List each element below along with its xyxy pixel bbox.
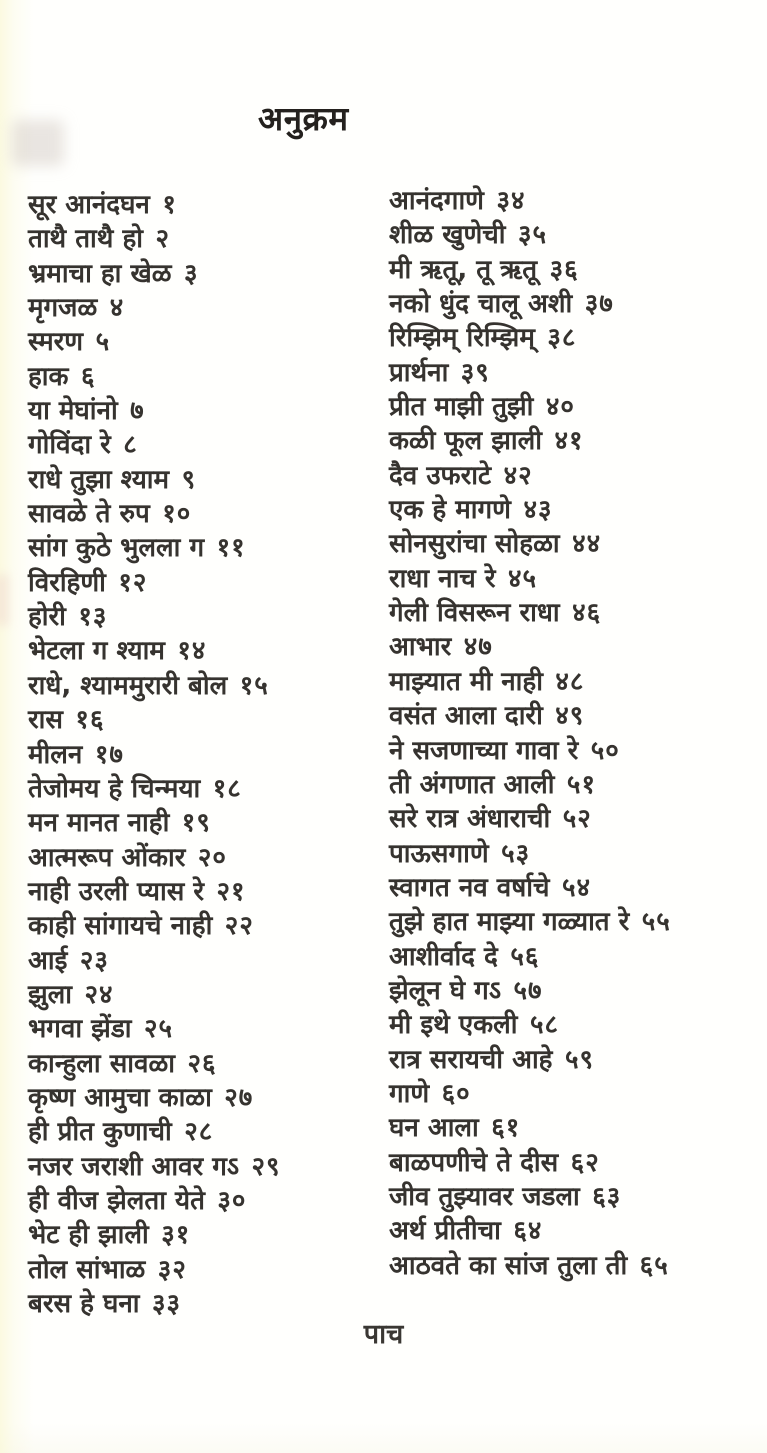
toc-entry-page-number: ५ <box>95 327 111 358</box>
toc-entry-page-number: ४९ <box>555 701 585 732</box>
toc-entry-title: आनंदगाणे <box>389 186 484 216</box>
toc-entry-title: सांग कुठे भुलला ग <box>28 533 205 564</box>
toc-entry-page-number: १२ <box>118 567 148 598</box>
toc-entry-title: सूर आनंदघन <box>28 190 150 220</box>
toc-entry-page-number: ४ <box>109 293 125 324</box>
toc-entry-title: आठवते का सांज तुला ती <box>389 1250 628 1281</box>
toc-entry <box>28 1150 281 1184</box>
toc-entry <box>28 1218 281 1252</box>
toc-entry-title: राधा नाच रे <box>389 563 496 594</box>
toc-entry-title: सावळे ते रुप <box>28 499 150 530</box>
toc-entry-page-number: २९ <box>251 1151 281 1182</box>
toc-entry-title: तेजोमय हे चिन्मया <box>28 773 201 804</box>
toc-entry <box>389 837 671 871</box>
toc-entry <box>389 1249 671 1283</box>
toc-entry-title: गोविंदा रे <box>28 430 111 461</box>
toc-entry-title: सोनसुरांचा सोहळा <box>389 529 560 560</box>
toc-entry-page-number: ३९ <box>460 357 490 388</box>
toc-entry-title: स्वागत नव वर्षाचे <box>389 872 550 903</box>
toc-entry-title: राधे तुझा श्याम <box>28 464 170 495</box>
toc-entry-page-number: २३ <box>79 945 109 976</box>
toc-entry-page-number: ४८ <box>555 666 585 697</box>
toc-entry-page-number: ५३ <box>501 838 531 869</box>
toc-entry-title: आशीर्वाद दे <box>389 941 498 972</box>
toc-entry-title: नजर जराशी आवर गऽ <box>28 1151 240 1182</box>
toc-entry <box>28 291 281 325</box>
toc-left-column <box>28 188 281 1321</box>
toc-entry-title: शीळ खुणेची <box>389 220 506 251</box>
toc-entry <box>28 772 281 806</box>
toc-entry <box>389 1077 671 1111</box>
toc-entry-page-number: ४३ <box>523 495 553 526</box>
toc-entry-title: बाळपणीचे ते दीस <box>389 1147 559 1178</box>
toc-entry-title: वसंत आला दारी <box>389 701 543 732</box>
toc-entry-title: गेली विसरून राधा <box>389 598 560 629</box>
toc-entry <box>389 321 671 355</box>
toc-entry <box>28 325 281 359</box>
toc-entry-page-number: २५ <box>143 1014 173 1045</box>
toc-entry-title: मी ऋतू, तू ऋतू <box>389 254 538 285</box>
toc-entry <box>389 253 671 287</box>
toc-entry <box>28 222 281 256</box>
toc-entry-page-number: ५४ <box>561 872 591 903</box>
toc-entry-page-number: ६४ <box>513 1216 543 1247</box>
toc-entry <box>389 734 671 768</box>
toc-entry-title: होरी <box>28 602 66 633</box>
toc-entry-title: रात्र सरायची आहे <box>389 1044 553 1075</box>
toc-entry-title: तुझे हात माझ्या गळ्यात रे <box>389 907 630 938</box>
toc-entry-title: आत्मरूप ओंकार <box>28 842 186 873</box>
toc-entry-page-number: ५१ <box>566 769 596 800</box>
toc-entry-title: माझ्यात मी नाही <box>389 666 543 697</box>
toc-entry-title: जीव तुझ्यावर जडला <box>389 1181 580 1212</box>
toc-entry-title: झुला <box>28 979 73 1010</box>
toc-entry <box>389 287 671 321</box>
toc-entry <box>28 909 281 943</box>
toc-entry-page-number: ५२ <box>562 804 592 835</box>
toc-entry <box>28 1184 281 1218</box>
toc-entry <box>28 1115 281 1149</box>
toc-entry-page-number: ९ <box>181 464 197 495</box>
toc-entry-page-number: ५६ <box>510 941 540 972</box>
toc-entry-page-number: ११ <box>216 533 246 564</box>
toc-entry <box>389 1180 671 1214</box>
toc-entry <box>28 703 281 737</box>
toc-entry <box>389 802 671 836</box>
toc-entry <box>28 1047 281 1081</box>
toc-entry <box>28 600 281 634</box>
toc-entry-title: दैव उफराटे <box>389 460 492 491</box>
toc-entry-title: मी इथे एकली <box>389 1010 518 1041</box>
toc-entry <box>389 974 671 1008</box>
toc-entry-page-number: २६ <box>187 1048 217 1079</box>
toc-entry-title: रिम्झिम् रिम्झिम् <box>389 323 535 354</box>
toc-entry <box>28 394 281 428</box>
toc-entry-page-number: ३२ <box>157 1254 187 1285</box>
toc-entry-title: आभार <box>389 632 452 663</box>
toc-entry <box>389 596 671 630</box>
toc-entry <box>28 634 281 668</box>
toc-entry-page-number: ६३ <box>592 1181 622 1212</box>
toc-entry <box>389 390 671 424</box>
toc-entry <box>389 905 671 939</box>
toc-entry <box>389 871 671 905</box>
toc-entry <box>28 841 281 875</box>
toc-entry <box>389 1146 671 1180</box>
toc-entry-page-number: ५८ <box>529 1010 559 1041</box>
toc-entry-title: ताथै ताथै हो <box>28 224 143 255</box>
toc-entry-title: रास <box>28 705 63 736</box>
toc-entry <box>28 1253 281 1287</box>
toc-entry-page-number: ६२ <box>570 1147 600 1178</box>
toc-entry-title: झेलून घे गऽ <box>389 975 501 1006</box>
toc-entry-page-number: ३१ <box>161 1220 191 1251</box>
toc-entry <box>389 459 671 493</box>
toc-entry-page-number: ४५ <box>507 563 538 594</box>
toc-entry-title: घन आला <box>389 1113 479 1144</box>
toc-entry-page-number: १७ <box>94 739 124 770</box>
toc-entry-page-number: ३८ <box>547 323 577 354</box>
toc-entry-title: कृष्ण आमुचा काळा <box>28 1082 212 1113</box>
toc-entry-page-number: १ <box>162 190 177 220</box>
toc-entry <box>389 562 671 596</box>
toc-entry <box>28 1081 281 1115</box>
toc-entry-page-number: ६० <box>441 1078 471 1109</box>
toc-entry-page-number: २८ <box>184 1117 214 1148</box>
toc-entry-page-number: ३५ <box>518 220 548 251</box>
toc-entry-page-number: ३३ <box>151 1289 182 1319</box>
toc-entry-page-number: २७ <box>224 1082 254 1113</box>
toc-entry-page-number: ३६ <box>549 254 579 285</box>
toc-entry-page-number: २ <box>155 224 170 255</box>
toc-entry-title: कान्हुला सावळा <box>28 1048 175 1079</box>
toc-entry-title: अर्थ प्रीतीचा <box>389 1216 501 1247</box>
toc-entry <box>28 944 281 978</box>
toc-entry-title: पाऊसगाणे <box>389 838 489 869</box>
toc-entry-title: नाही उरली प्यास रे <box>28 876 204 907</box>
toc-entry-title: प्रार्थना <box>389 357 449 388</box>
toc-entry-title: या मेघांनो <box>28 396 118 427</box>
toc-entry-page-number: ३४ <box>496 186 526 216</box>
toc-entry <box>28 669 281 703</box>
toc-entry-title: कळी फूल झाली <box>389 426 542 457</box>
toc-entry <box>389 1008 671 1042</box>
toc-entry-title: हाक <box>28 361 69 392</box>
toc-entry-title: प्रीत माझी तुझी <box>389 392 534 423</box>
toc-entry <box>28 806 281 840</box>
toc-entry-page-number: १८ <box>212 773 242 804</box>
toc-entry-title: राधे, श्याममुरारी बोल <box>28 670 228 701</box>
toc-entry <box>28 497 281 531</box>
page-number: पाच <box>363 1319 404 1350</box>
toc-entry <box>389 1111 671 1145</box>
toc-entry-title: नको धुंद चालू अशी <box>389 289 573 320</box>
toc-entry <box>389 493 671 527</box>
toc-entry <box>28 1012 281 1046</box>
toc-entry <box>389 699 671 733</box>
toc-entry-title: मीलन <box>28 739 83 770</box>
toc-entry-title: ती अंगणात आली <box>389 769 555 800</box>
toc-entry <box>28 738 281 772</box>
toc-entry-page-number: ३ <box>183 258 199 289</box>
toc-entry-page-number: २४ <box>84 979 114 1010</box>
toc-entry-title: विरहिणी <box>28 567 106 598</box>
toc-entry <box>389 940 671 974</box>
toc-entry-page-number: ३७ <box>584 289 614 320</box>
toc-entry-page-number: २० <box>197 842 227 873</box>
toc-entry-page-number: ६५ <box>639 1250 669 1281</box>
toc-entry-title: ही वीज झेलता येते <box>28 1185 205 1216</box>
toc-entry-title: स्मरण <box>28 327 84 358</box>
toc-entry-page-number: ४० <box>545 392 575 423</box>
toc-entry <box>389 184 671 218</box>
toc-entry-title: ने सजणाच्या गावा रे <box>389 735 579 766</box>
toc-entry <box>28 428 281 462</box>
toc-entry <box>389 768 671 802</box>
toc-entry <box>389 424 671 458</box>
toc-entry-title: ही प्रीत कुणाची <box>28 1117 172 1148</box>
toc-entry-page-number: ७ <box>130 396 145 427</box>
toc-entry <box>28 360 281 394</box>
toc-entry-title: काही सांगायचे नाही <box>28 911 213 942</box>
toc-entry <box>28 188 281 222</box>
toc-entry-title: भेटला ग श्याम <box>28 636 165 667</box>
toc-right-column <box>389 184 671 1283</box>
toc-entry-page-number: २२ <box>224 911 254 942</box>
toc-entry <box>28 463 281 497</box>
toc-entry-title: एक हे मागणे <box>389 495 511 526</box>
toc-entry <box>28 875 281 909</box>
toc-entry-title: सरे रात्र अंधाराची <box>389 804 551 835</box>
toc-entry-title: भगवा झेंडा <box>28 1014 132 1045</box>
toc-entry-page-number: २१ <box>216 876 246 907</box>
scan-smudge <box>12 120 64 166</box>
toc-entry-page-number: १५ <box>239 670 269 701</box>
toc-entry-page-number: १३ <box>78 602 108 633</box>
toc-entry <box>28 531 281 565</box>
scan-edge-mark <box>0 575 8 625</box>
toc-entry-title: गाणे <box>389 1078 430 1109</box>
toc-entry-title: भ्रमाचा हा खेळ <box>28 258 172 289</box>
toc-entry-title: मृगजळ <box>28 293 98 324</box>
toc-entry-title: बरस हे घना <box>28 1289 140 1319</box>
page-title: अनुक्रम <box>258 99 349 138</box>
toc-entry <box>389 665 671 699</box>
toc-entry <box>389 527 671 561</box>
toc-entry-page-number: १४ <box>177 636 207 667</box>
toc-entry-page-number: ६ <box>80 361 96 392</box>
toc-entry <box>389 1214 671 1248</box>
toc-entry-page-number: ६१ <box>491 1113 521 1144</box>
toc-entry <box>389 630 671 664</box>
toc-entry <box>28 566 281 600</box>
toc-entry-page-number: १९ <box>181 808 211 839</box>
toc-entry-page-number: ४६ <box>572 598 602 629</box>
toc-entry-page-number: ४१ <box>554 426 584 457</box>
toc-entry-page-number: ४४ <box>572 529 602 560</box>
toc-entry-title: भेट ही झाली <box>28 1220 149 1251</box>
toc-entry-title: तोल सांभाळ <box>28 1254 146 1285</box>
toc-entry-page-number: ८ <box>123 430 138 461</box>
toc-entry-title: मन मानत नाही <box>28 808 170 839</box>
toc-entry <box>389 218 671 252</box>
toc-entry-page-number: ४७ <box>463 632 493 663</box>
toc-entry <box>28 978 281 1012</box>
toc-entry-page-number: ५० <box>590 735 620 766</box>
toc-entry <box>389 1043 671 1077</box>
toc-entry-page-number: ४२ <box>503 460 533 491</box>
toc-entry-page-number: १६ <box>75 705 105 736</box>
toc-entry-page-number: ५७ <box>513 975 543 1006</box>
toc-entry <box>389 356 671 390</box>
toc-entry-title: आई <box>28 945 68 976</box>
toc-entry-page-number: ३० <box>217 1185 247 1216</box>
toc-entry-page-number: ५९ <box>564 1044 594 1075</box>
toc-entry-page-number: ५५ <box>641 907 671 938</box>
toc-entry-page-number: १० <box>162 499 192 530</box>
toc-entry <box>28 257 281 291</box>
